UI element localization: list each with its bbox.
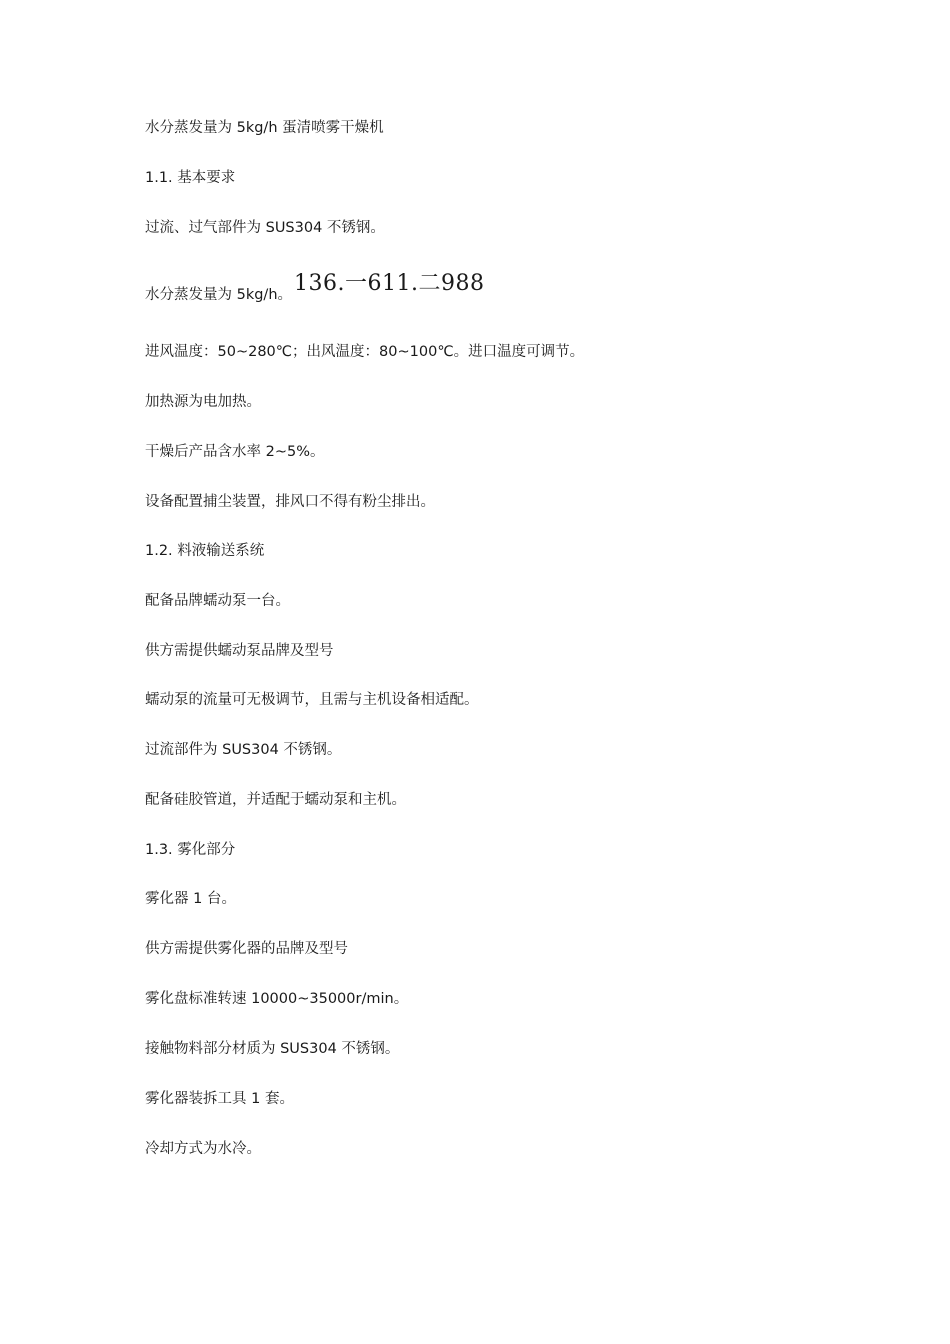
paragraph: 进风温度：50~280℃；出风温度：80~100℃。进口温度可调节。 [145,344,585,360]
paragraph: 供方需提供雾化器的品牌及型号 [145,941,348,957]
section-heading-1-1: 1.1. 基本要求 [145,170,236,186]
section-heading-1-2: 1.2. 料液输送系统 [145,543,265,559]
paragraph: 雾化器 1 台。 [145,891,236,907]
paragraph: 干燥后产品含水率 2~5%。 [145,444,325,460]
section-heading-1-3: 1.3. 雾化部分 [145,842,236,858]
paragraph: 水分蒸发量为 5kg/h。 [145,287,293,303]
paragraph: 雾化盘标准转速 10000~35000r/min。 [145,991,409,1007]
paragraph: 冷却方式为水冷。 [145,1141,261,1157]
paragraph: 配备硅胶管道，并适配于蠕动泵和主机。 [145,792,406,808]
paragraph-with-phone [145,271,485,305]
paragraph: 雾化器装拆工具 1 套。 [145,1091,294,1107]
paragraph: 供方需提供蠕动泵品牌及型号 [145,643,334,659]
document-title: 水分蒸发量为 5kg/h 蛋清喷雾干燥机 [145,120,384,136]
paragraph: 过流部件为 SUS304 不锈钢。 [145,742,342,758]
paragraph: 接触物料部分材质为 SUS304 不锈钢。 [145,1041,400,1057]
paragraph: 设备配置捕尘装置，排风口不得有粉尘排出。 [145,494,435,510]
paragraph: 过流、过气部件为 SUS304 不锈钢。 [145,220,385,236]
phone-number-overlay: 136.一611.二988 [294,271,485,296]
paragraph: 蠕动泵的流量可无极调节，且需与主机设备相适配。 [145,692,479,708]
paragraph: 加热源为电加热。 [145,394,261,410]
paragraph: 配备品牌蠕动泵一台。 [145,593,290,609]
